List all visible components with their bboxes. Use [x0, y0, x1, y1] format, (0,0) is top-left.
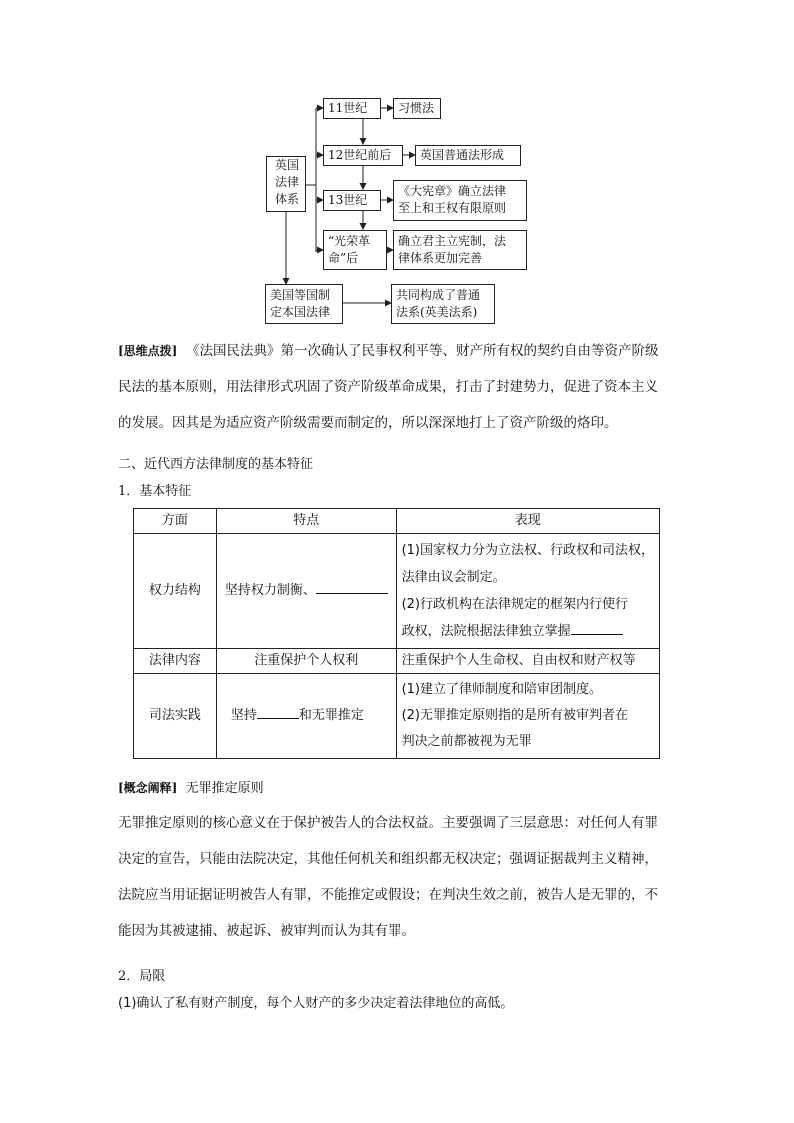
manifest-line-3: (2)行政机构在法律规定的框架内行使行: [401, 597, 628, 612]
limitations-item-1: (1)确认了私有财产制度，每个人财产的多少决定着法律地位的高低。: [118, 996, 514, 1011]
concept-title: 无罪推定原则: [185, 781, 264, 796]
thinking-line-1: 《法国民法典》第一次确认了民事权利平等、财产所有权的契约自由等资产阶级: [185, 343, 659, 359]
cell-aspect: 权力结构: [134, 534, 217, 649]
root-line-3: 体系: [275, 192, 300, 206]
manifest-line-2: (2)无罪推定原则指的是所有被审判者在: [401, 708, 628, 723]
manifest-line-1: (1)建立了律师制度和陪审团制度。: [401, 682, 602, 697]
subsection-heading-basic-features: 1．基本特征: [118, 484, 192, 499]
root-line-1: 英国: [275, 158, 300, 172]
result-line-2: 至上和王权有限原则: [398, 201, 507, 215]
manifest-line-1: 注重保护个人生命权、自由权和财产权等: [401, 653, 636, 668]
limitations-heading: 2．局限: [118, 969, 166, 984]
thinking-tip-paragraph: [118, 333, 680, 441]
table-row: [134, 649, 660, 674]
concept-tag: [概念阐释]: [118, 781, 178, 795]
cell-manifestation: [396, 534, 659, 649]
period-line-2: 命”后: [328, 251, 359, 265]
cell-aspect: 法律内容: [134, 649, 217, 674]
period-label: 11世纪: [328, 101, 368, 115]
header-feature: 特点: [216, 509, 396, 534]
cell-aspect: 司法实践: [134, 674, 217, 759]
table-row: [134, 534, 660, 649]
feature-post: 和无罪推定: [298, 708, 364, 723]
manifest-line-2: 法律由议会制定。: [401, 570, 506, 585]
fill-in-blank: [571, 620, 623, 635]
us-law-box: [265, 284, 343, 324]
header-aspect: 方面: [134, 509, 217, 534]
manifest-line-3: 判决之前都被视为无罪: [401, 734, 532, 749]
result-box-magna-carta: [393, 180, 527, 221]
features-table: [133, 508, 660, 759]
root-line-2: 法律: [275, 175, 300, 189]
period-label: 13世纪: [328, 193, 368, 207]
root-box-uk-law-system: [266, 156, 306, 212]
concept-line-3: 法院应当用证据证明被告人有罪，不能推定或假设；在判决生效之前，被告人是无罪的，不: [118, 887, 658, 903]
period-box-11c: [323, 98, 381, 119]
us-line-1: 美国等国制: [270, 288, 331, 302]
fill-in-blank: [316, 579, 388, 594]
cell-manifestation: [396, 649, 659, 674]
result-box-customary-law: [393, 98, 441, 119]
period-box-13c: [323, 190, 381, 211]
thinking-tip-tag: [思维点拨]: [118, 344, 178, 358]
result-box-constitutional-monarchy: [393, 230, 527, 270]
manifest-line-4: 政权，法院根据法律独立掌握: [401, 624, 571, 639]
table-header-row: [134, 509, 660, 534]
concept-paragraph: [118, 805, 684, 949]
cell-feature: 注重保护个人权利: [216, 649, 396, 674]
header-manifestation: 表现: [396, 509, 659, 534]
manifest-line-1: (1)国家权力分为立法权、行政权和司法权，: [401, 543, 654, 558]
thinking-line-3: 的发展。因其是为适应资产阶级需要而制定的，所以深深地打上了资产阶级的烙印。: [118, 415, 618, 431]
common-line-2: 法系(英美法系): [396, 305, 478, 319]
period-box-glorious-revolution: [323, 230, 387, 270]
fill-in-blank: [257, 704, 299, 719]
result-box-common-law: [415, 145, 521, 166]
result-label: 英国普通法形成: [420, 148, 505, 162]
concept-line-2: 决定的宣告，只能由法院决定，其他任何机关和组织都无权决定；强调证据裁判主义精神，: [118, 851, 658, 867]
period-line-1: “光荣革: [328, 234, 371, 248]
cell-feature: [216, 534, 396, 649]
feature-text: 坚持权力制衡、: [224, 583, 316, 598]
concept-line-4: 能因为其被逮捕、被起诉、被审判而认为其有罪。: [118, 923, 415, 939]
section-heading: 二、近代西方法律制度的基本特征: [118, 457, 314, 472]
cell-feature: [216, 674, 396, 759]
result-line-1: 确立君主立宪制，法: [398, 234, 507, 248]
table-row: [134, 674, 660, 759]
cell-manifestation: [396, 674, 659, 759]
thinking-line-2: 民法的基本原则，用法律形式巩固了资产阶级革命成果，打击了封建势力，促进了资本主义: [118, 379, 658, 395]
concept-line-1: 无罪推定原则的核心意义在于保护被告人的合法权益。主要强调了三层意思：对任何人有罪: [118, 815, 658, 831]
result-line-2: 律体系更加完善: [398, 251, 483, 265]
common-law-system-box: [391, 284, 495, 324]
common-line-1: 共同构成了普通: [396, 288, 481, 302]
concept-heading: [118, 778, 264, 799]
us-line-2: 定本国法律: [270, 305, 331, 319]
period-box-12c: [323, 145, 403, 166]
result-line-1: 《大宪章》确立法律: [398, 184, 507, 198]
period-label: 12世纪前后: [328, 148, 392, 162]
result-label: 习惯法: [398, 101, 435, 115]
feature-pre: 坚持: [230, 708, 257, 723]
